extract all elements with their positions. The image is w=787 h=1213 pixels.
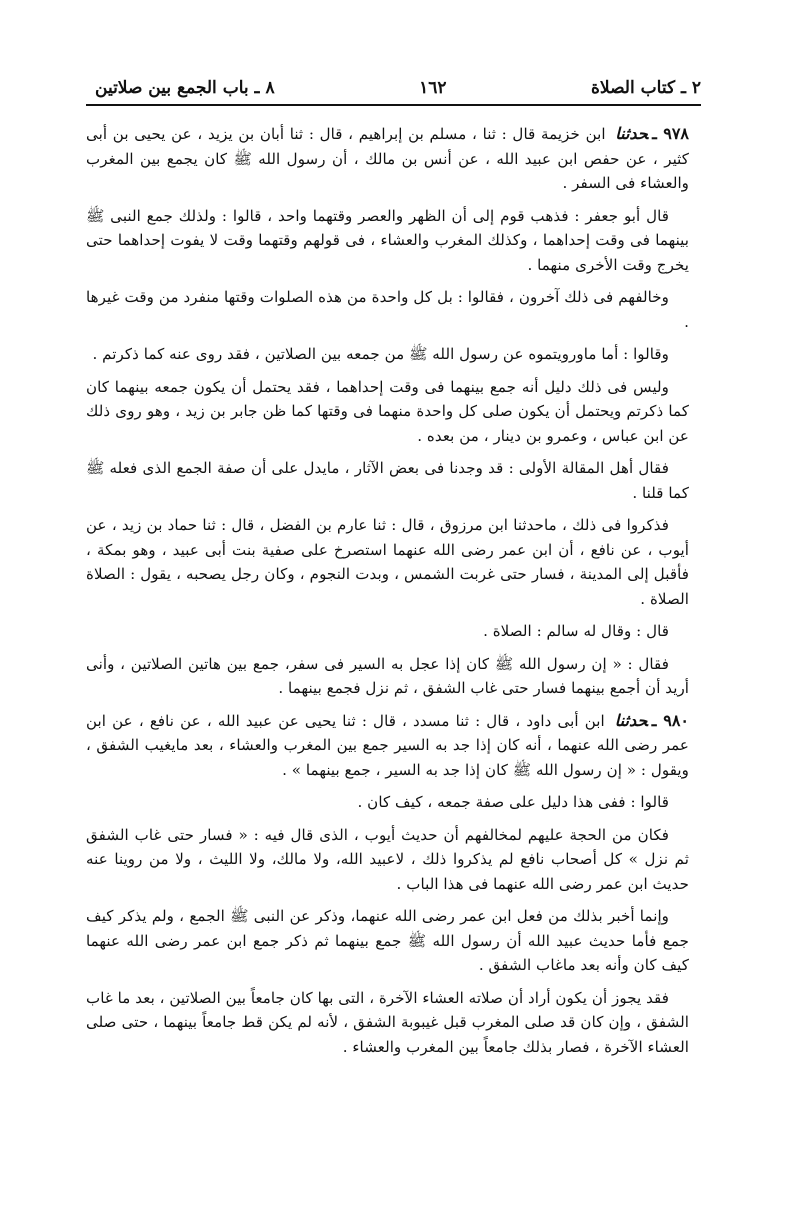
hadith-lead-word: حدثنا: [615, 124, 649, 143]
paragraph: وليس فى ذلك دليل أنه جمع بينهما فى وقت إحداهما ، فقد يحتمل أن يكون جمعه بينهما كان كما ذكرتم ويحتمل أن يكون صلى كل واحدة منهما فى وقتها كما ظن جابر بن زيد ، وهو روى ذلك عن ابن عباس ، وعمرو بن دينار ، من بعده .: [86, 377, 689, 445]
paragraph: وإنما أخبر بذلك من فعل ابن عمر رضى الله عنهما، وذكر عن النبى ﷺ الجمع ، ولم يذكر كيف جمع فأما حديث عبيد الله أن رسول الله ﷺ جمع بينهما ثم ذكر جمع ابن عمر رضى الله عنهما كيف كان وأنه بعد ماغاب الشفق .: [86, 907, 689, 974]
paragraph: فقال أهل المقالة الأولى : قد وجدنا فى بعض الآثار ، مايدل على أن صفة الجمع الذى فعله ﷺ كما قلنا .: [86, 459, 689, 502]
page-body: [86, 122, 689, 1067]
book-title: ٢ ـ كتاب الصلاة: [591, 78, 701, 98]
paragraph: وقالوا : أما ماورويتموه عن رسول الله ﷺ من جمعه بين الصلاتين ، فقد روى عنه كما ذكرتم .: [92, 345, 669, 363]
paragraph: فقد يجوز أن يكون أراد أن صلاته العشاء الآخرة ، التى بها كان جامعاً بين الصلاتين ، بعد ما غاب الشفق ، وإن كان قد صلى المغرب قبل غيبوبة الشفق ، لأنه لم يكن قط جامعاً بينهما ، حتى صلى العشاء الآخرة ، فصار بذلك جامعاً بين المغرب والعشاء .: [85, 988, 689, 1056]
paragraph: قال أبو جعفر : فذهب قوم إلى أن الظهر والعصر وقتهما واحد ، قالوا : ولذلك جمع النبى ﷺ بينهما فى وقت إحداهما ، وكذلك المغرب والعشاء ، فى قولهم وقتهما وقت لا يفوت إحداهما حتى يخرج وقت الأخرى منهما .: [86, 206, 689, 274]
paragraph: فقال : « إن رسول الله ﷺ كان إذا عجل به السير فى سفر، جمع بين هاتين الصلاتين ، وأنى أريد أن أجمع بينهما فسار حتى غاب الشفق ، ثم نزل فجمع بينهما .: [86, 654, 689, 697]
paragraph: وخالفهم فى ذلك آخرون ، فقالوا : بل كل واحدة من هذه الصلوات وقتها منفرد من وقت غيرها .: [86, 288, 689, 331]
hadith-number: ٩٨٠ ـ: [651, 710, 689, 730]
page-number: ١٦٢: [419, 78, 447, 98]
hadith-978: [86, 122, 689, 196]
paragraph-text: ابن خزيمة قال : ثنا ، مسلم بن إبراهيم ، قال : ثنا أبان بن يزيد ، عن يحيى بن أبى كثير ، عن حفص ابن عبيد الله ، عن أنس بن مالك ، أن رسول الله ﷺ كان يجمع بين المغرب والعشاء فى السفر .: [86, 125, 689, 192]
chapter-title: ٨ ـ باب الجمع بين صلاتين: [95, 78, 275, 98]
hadith-number: ٩٧٨ ـ: [652, 124, 689, 143]
header-rule: [86, 104, 701, 106]
running-header: [95, 72, 701, 98]
hadith-980: [86, 709, 689, 783]
paragraph: قال : وقال له سالم : الصلاة .: [483, 622, 669, 640]
paragraph: فذكروا فى ذلك ، ماحدثنا ابن مرزوق ، قال : ثنا عارم بن الفضل ، قال : ثنا حماد بن زيد ، عن أيوب ، عن نافع ، أن ابن عمر رضى الله عنهما استصرخ على صفية بنت أبى عبيد ، وهو بمكة ، فأقبل إلى المدينة ، فسار حتى غربت الشمس ، وبدت النجوم ، وكان رجل يصحبه ، يقول : الصلاة الصلاة .: [86, 516, 689, 608]
paragraph: قالوا : ففى هذا دليل على صفة جمعه ، كيف كان .: [357, 793, 669, 811]
paragraph-text: ابن أبى داود ، قال : ثنا مسدد ، قال : ثنا يحيى عن عبيد الله ، عن نافع ، عن ابن عمر رضى الله عنهما ، أنه كان إذا جد به السير جمع بين المغرب والعشاء ، بعد مايغيب الشفق ، ويقول : « إن رسول الله ﷺ كان إذا جد به السير ، جمع بينهما » .: [86, 711, 689, 779]
paragraph: فكان من الحجة عليهم لمخالفهم أن حديث أيوب ، الذى قال فيه : « فسار حتى غاب الشفق ثم نزل » كل أصحاب نافع لم يذكروا ذلك ، لاعبيد الله، ولا مالك، ولا الليث ، ولا من روينا عنه حديث ابن عمر رضى الله عنهما فى هذا الباب .: [86, 825, 689, 893]
hadith-lead-word: حدثنا: [614, 710, 648, 730]
